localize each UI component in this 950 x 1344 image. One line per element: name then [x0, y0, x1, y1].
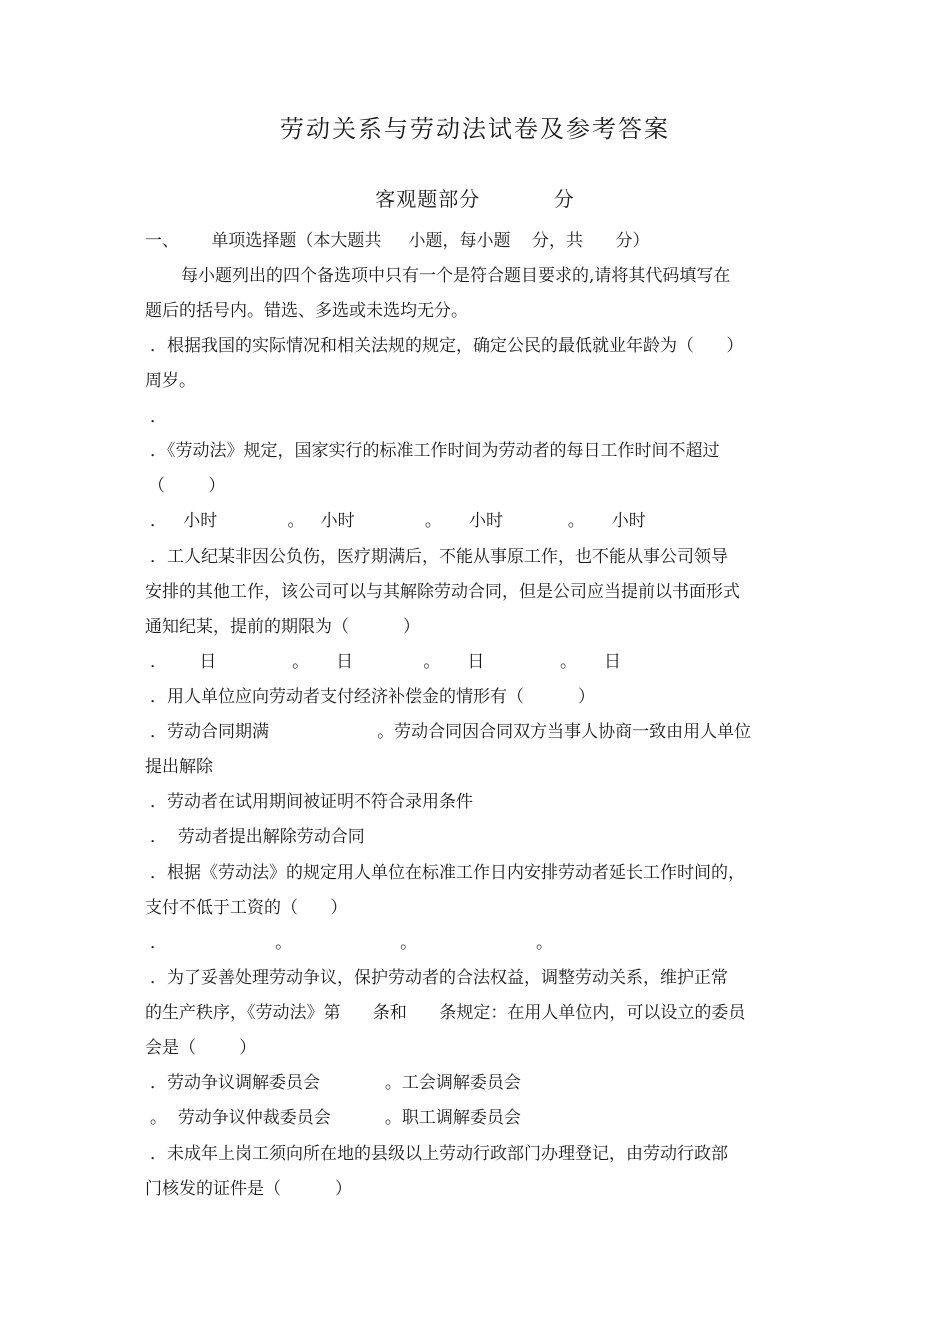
question-1-line-2: 周岁。 — [145, 371, 196, 391]
instruction-line-2: 题后的括号内。错选、多选或未选均无分。 — [145, 301, 468, 321]
question-4-options-ab-cont: 提出解除 — [145, 757, 213, 777]
document-title: 劳动关系与劳动法试卷及参考答案 — [280, 115, 670, 143]
question-4-options-ab: ．劳动合同期满 。劳动合同因合同双方当事人协商一致由用人单位 — [150, 722, 752, 742]
question-1-line-1: ．根据我国的实际情况和相关法规的规定，确定公民的最低就业年龄为（ ） — [150, 336, 744, 356]
question-4-line-1: ．用人单位应向劳动者支付经济补偿金的情形有（ ） — [150, 687, 596, 707]
subtitle-main: 客观题部分 — [375, 187, 481, 211]
question-6-options-cd: 。 劳动争议仲裁委员会 。职工调解委员会 — [150, 1108, 521, 1128]
question-2-options: ． 小时 。 小时 。 小时 。 小时 — [150, 511, 646, 531]
question-7-line-1: ．未成年上岗工须向所在地的县级以上劳动行政部门办理登记，由劳动行政部 — [150, 1144, 728, 1164]
question-6-line-2: 的生产秩序，《劳动法》第 条和 条规定：在用人单位内，可以设立的委员 — [145, 1003, 746, 1023]
question-5-line-1: ．根据《劳动法》的规定用人单位在标准工作日内安排劳动者延长工作时间的， — [150, 863, 745, 883]
instruction-line-1: 每小题列出的四个备选项中只有一个是符合题目要求的,请将其代码填写在 — [181, 266, 731, 286]
question-6-options-ab: ．劳动争议调解委员会 。工会调解委员会 — [150, 1073, 521, 1093]
question-5-line-2: 支付不低于工资的（ ） — [145, 898, 348, 918]
question-4-option-d: ． 劳动者提出解除劳动合同 — [150, 827, 365, 847]
question-7-line-2: 门核发的证件是（ ） — [145, 1179, 353, 1199]
question-3-line-2: 安排的其他工作，该公司可以与其解除劳动合同，但是公司应当提前以书面形式 — [145, 582, 740, 602]
question-3-line-1: ．工人纪某非因公负伤，医疗期满后，不能从事原工作，也不能从事公司领导 — [150, 547, 728, 567]
section-subtitle — [0, 186, 950, 212]
question-5-options: ． 。 。 。 — [150, 933, 554, 953]
question-6-line-3: 会是（ ） — [145, 1038, 257, 1058]
question-2-line-1: ．《劳动法》规定，国家实行的标准工作时间为劳动者的每日工作时间不超过 — [150, 441, 720, 461]
question-3-options: ． 日 。 日 。 日 。 日 — [150, 652, 622, 672]
question-4-option-c: ．劳动者在试用期间被证明不符合录用条件 — [150, 792, 473, 812]
question-1-options: ． — [150, 407, 167, 427]
subtitle-score: 分 — [553, 187, 575, 211]
question-2-line-2: （ ） — [148, 476, 226, 496]
section-heading: 一、 单项选择题（本大题共 小题，每小题 分，共 分） — [145, 231, 650, 251]
question-3-line-3: 通知纪某，提前的期限为（ ） — [145, 617, 421, 637]
question-6-line-1: ．为了妥善处理劳动争议，保护劳动者的合法权益，调整劳动关系，维护正常 — [150, 968, 728, 988]
